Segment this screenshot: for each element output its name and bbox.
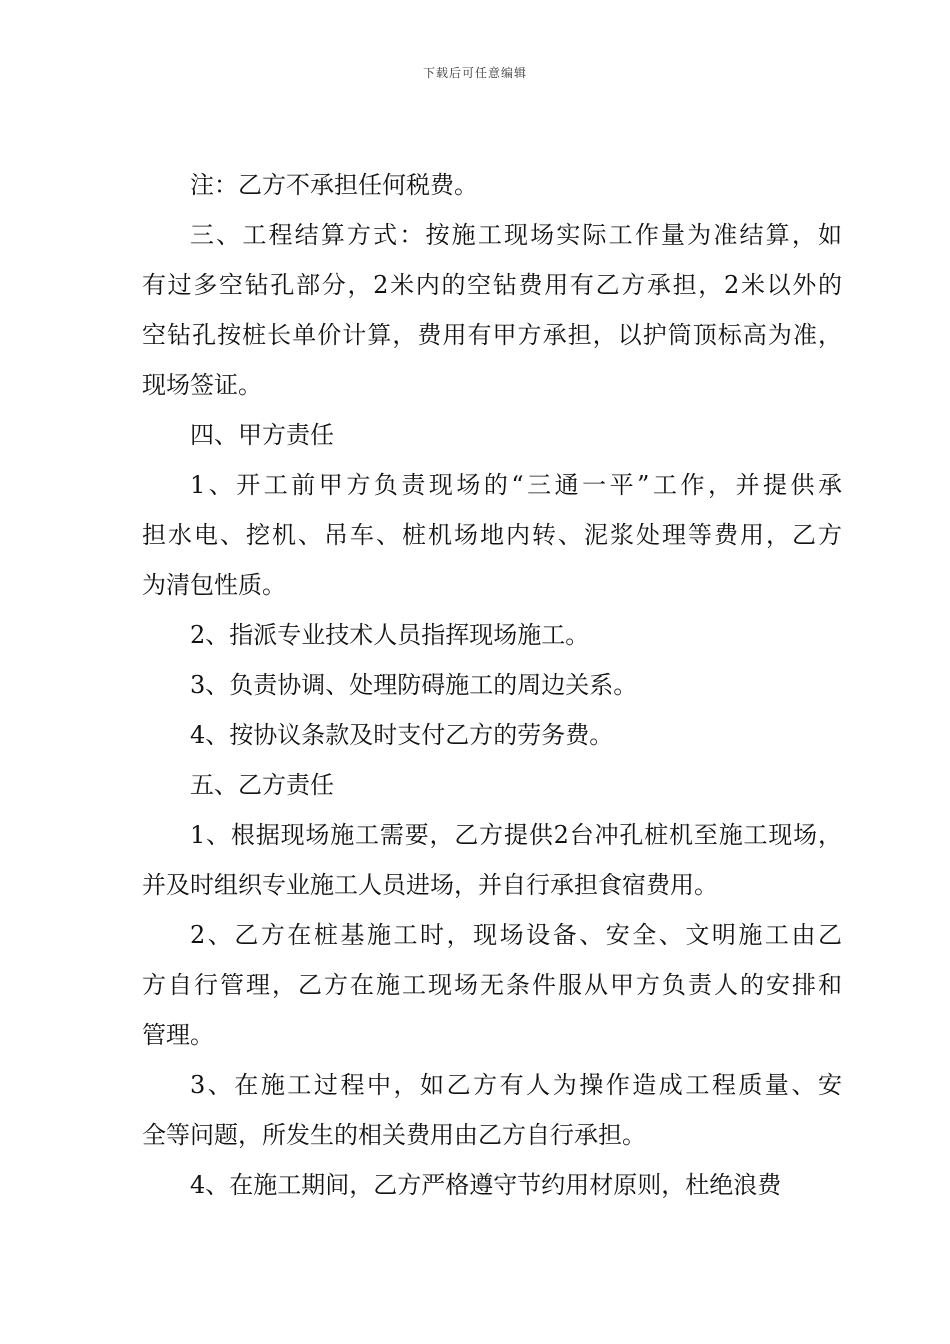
paragraph-line: 注：乙方不承担任何税费。	[190, 171, 478, 199]
heading-party-b	[142, 760, 842, 810]
paragraph-line: 为清包性质。	[142, 571, 286, 599]
paragraph-line: 1、根据现场施工需要，乙方提供2台冲孔桩机至施工现场，	[190, 821, 842, 849]
paragraph-party-a-1	[142, 460, 842, 610]
paragraph-line: 4、在施工期间，乙方严格遵守节约用材原则，杜绝浪费	[190, 1171, 782, 1199]
paragraph-line: 方自行管理，乙方在施工现场无条件服从甲方负责人的安排和	[142, 971, 842, 999]
paragraph-party-a-3	[142, 660, 842, 710]
paragraph-party-b-3	[142, 1060, 842, 1160]
paragraph-line: 2、乙方在桩基施工时，现场设备、安全、文明施工由乙	[190, 921, 842, 949]
paragraph-line: 4、按协议条款及时支付乙方的劳务费。	[190, 721, 614, 749]
paragraph-line: 并及时组织专业施工人员进场，并自行承担食宿费用。	[142, 871, 718, 899]
paragraph-line: 管理。	[142, 1021, 214, 1049]
paragraph-line: 现场签证。	[142, 371, 262, 399]
paragraph-line: 1、开工前甲方负责现场的“三通一平”工作，并提供承	[190, 471, 842, 499]
paragraph-line: 有过多空钻孔部分，2米内的空钻费用有乙方承担，2米以外的	[142, 271, 842, 299]
paragraph-line: 3、负责协调、处理防碍施工的周边关系。	[190, 671, 638, 699]
paragraph-note	[142, 160, 842, 210]
paragraph-line: 五、乙方责任	[190, 771, 334, 799]
paragraph-party-b-1	[142, 810, 842, 910]
paragraph-line: 三、工程结算方式：按施工现场实际工作量为准结算，如	[190, 221, 842, 249]
paragraph-line: 担水电、挖机、吊车、桩机场地内转、泥浆处理等费用，乙方	[142, 521, 842, 549]
paragraph-line: 3、在施工过程中，如乙方有人为操作造成工程质量、安	[190, 1071, 842, 1099]
paragraph-line: 空钻孔按桩长单价计算，费用有甲方承担，以护筒顶标高为准，	[142, 321, 842, 349]
page-header: 下载后可任意编辑	[422, 66, 527, 80]
paragraph-party-a-2	[142, 610, 842, 660]
paragraph-party-a-4	[142, 710, 842, 760]
paragraph-party-b-2	[142, 910, 842, 1060]
heading-party-a	[142, 410, 842, 460]
paragraph-line: 全等问题，所发生的相关费用由乙方自行承担。	[142, 1121, 646, 1149]
paragraph-party-b-4	[142, 1160, 842, 1210]
paragraph-line: 四、甲方责任	[190, 421, 334, 449]
paragraph-line: 2、指派专业技术人员指挥现场施工。	[190, 621, 590, 649]
document-body	[142, 160, 842, 1210]
paragraph-settlement	[142, 210, 842, 410]
